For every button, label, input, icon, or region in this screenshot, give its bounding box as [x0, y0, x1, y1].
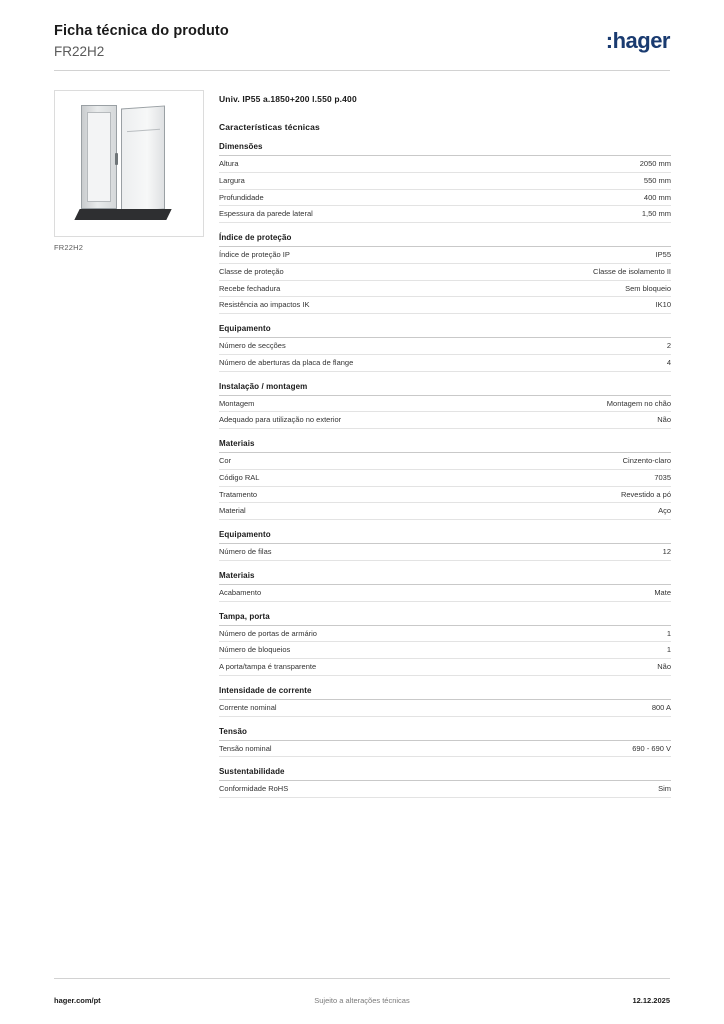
spec-group-title: Materiais [219, 439, 671, 453]
spec-group [219, 439, 671, 520]
spec-label: Número de portas de armário [219, 628, 317, 638]
spec-label: Resistência ao impactos IK [219, 300, 310, 310]
cabinet-interior-icon [87, 112, 111, 202]
spec-row [219, 297, 671, 314]
spec-row [219, 206, 671, 223]
spec-group [219, 767, 671, 798]
spec-row [219, 173, 671, 190]
spec-value: 550 mm [643, 175, 671, 185]
cabinet-illustration [77, 105, 177, 223]
spec-value: Mate [654, 587, 671, 597]
spec-value: Sim [658, 784, 671, 794]
specifications [219, 94, 671, 808]
spec-row [219, 470, 671, 487]
spec-row [219, 412, 671, 429]
spec-group [219, 612, 671, 676]
header-titles [54, 22, 229, 61]
spec-label: Material [219, 506, 246, 516]
cabinet-body-icon [81, 105, 117, 209]
spec-row [219, 247, 671, 264]
spec-value: Classe de isolamento II [593, 266, 671, 276]
spec-label: A porta/tampa é transparente [219, 662, 317, 672]
spec-row [219, 544, 671, 561]
spec-label: Número de secções [219, 341, 286, 351]
spec-group [219, 324, 671, 372]
spec-value: Não [657, 662, 671, 672]
spec-value: Não [657, 415, 671, 425]
specs-groups [219, 142, 671, 798]
spec-label: Tratamento [219, 489, 258, 499]
spec-label: Tensão nominal [219, 743, 272, 753]
spec-value: 800 A [651, 702, 671, 712]
spec-value: Revestido a pó [620, 489, 671, 499]
page-header [54, 22, 670, 61]
spec-group-title: Instalação / montagem [219, 382, 671, 396]
spec-row [219, 659, 671, 676]
spec-value: Sem bloqueio [625, 283, 671, 293]
spec-row [219, 281, 671, 298]
specs-heading: Univ. IP55 a.1850+200 l.550 p.400 [219, 94, 357, 104]
footer-website[interactable]: hager.com/pt [54, 996, 101, 1005]
cabinet-handle-icon [115, 153, 118, 165]
spec-value: Montagem no chão [606, 398, 671, 408]
page-footer [54, 996, 670, 1005]
spec-value: 12 [662, 547, 671, 557]
spec-value: 1 [666, 628, 671, 638]
spec-group [219, 727, 671, 758]
spec-group [219, 233, 671, 314]
cabinet-door-icon [121, 105, 165, 212]
spec-value: 4 [666, 357, 671, 367]
footer-date: 12.12.2025 [632, 996, 670, 1005]
spec-group [219, 142, 671, 223]
spec-group-title: Dimensões [219, 142, 671, 156]
spec-group [219, 686, 671, 717]
specs-subheading: Características técnicas [219, 122, 320, 132]
cabinet-door-line-icon [127, 129, 160, 132]
spec-row [219, 781, 671, 798]
page-title: Ficha técnica do produto [54, 23, 229, 39]
spec-label: Largura [219, 175, 245, 185]
spec-label: Espessura da parede lateral [219, 209, 313, 219]
spec-label: Número de aberturas da placa de flange [219, 357, 354, 367]
spec-value: 1,50 mm [641, 209, 671, 219]
spec-label: Corrente nominal [219, 702, 277, 712]
spec-value: 400 mm [643, 192, 671, 202]
spec-value: 1 [666, 645, 671, 655]
spec-value: IK10 [655, 300, 671, 310]
spec-value: 7035 [654, 472, 671, 482]
spec-label: Montagem [219, 398, 255, 408]
spec-group [219, 530, 671, 561]
spec-row [219, 503, 671, 520]
spec-row [219, 396, 671, 413]
spec-value: 690 - 690 V [632, 743, 671, 753]
image-caption: FR22H2 [54, 243, 84, 252]
footer-disclaimer: Sujeito a alterações técnicas [314, 996, 410, 1005]
spec-value: Cinzento-claro [622, 456, 671, 466]
spec-group-title: Sustentabilidade [219, 767, 671, 781]
spec-value: IP55 [655, 250, 671, 260]
spec-row [219, 700, 671, 717]
spec-group-title: Tampa, porta [219, 612, 671, 626]
spec-group [219, 382, 671, 430]
spec-label: Classe de proteção [219, 266, 284, 276]
spec-row [219, 642, 671, 659]
spec-row [219, 264, 671, 281]
spec-row [219, 190, 671, 207]
spec-label: Profundidade [219, 192, 264, 202]
spec-value: 2050 mm [639, 159, 671, 169]
spec-row [219, 487, 671, 504]
spec-label: Adequado para utilização no exterior [219, 415, 342, 425]
spec-label: Altura [219, 159, 239, 169]
cabinet-plinth-icon [74, 209, 171, 220]
spec-label: Código RAL [219, 472, 260, 482]
spec-group [219, 571, 671, 602]
spec-label: Recebe fechadura [219, 283, 281, 293]
spec-value: Aço [658, 506, 671, 516]
spec-value: 2 [666, 341, 671, 351]
product-reference: FR22H2 [54, 43, 105, 59]
spec-row [219, 355, 671, 372]
spec-label: Número de filas [219, 547, 272, 557]
spec-group-title: Materiais [219, 571, 671, 585]
spec-label: Cor [219, 456, 232, 466]
spec-group-title: Equipamento [219, 324, 671, 338]
spec-label: Índice de proteção IP [219, 250, 290, 260]
spec-row [219, 741, 671, 758]
product-image [54, 90, 204, 237]
spec-row [219, 156, 671, 173]
spec-row [219, 585, 671, 602]
spec-label: Conformidade RoHS [219, 784, 289, 794]
spec-group-title: Índice de proteção [219, 233, 671, 247]
hager-logo: :hager [605, 28, 670, 53]
spec-row [219, 338, 671, 355]
spec-label: Acabamento [219, 587, 262, 597]
spec-row [219, 626, 671, 643]
header-divider [54, 70, 670, 71]
spec-group-title: Equipamento [219, 530, 671, 544]
spec-group-title: Tensão [219, 727, 671, 741]
spec-row [219, 453, 671, 470]
spec-group-title: Intensidade de corrente [219, 686, 671, 700]
footer-divider [54, 978, 670, 979]
spec-label: Número de bloqueios [219, 645, 291, 655]
